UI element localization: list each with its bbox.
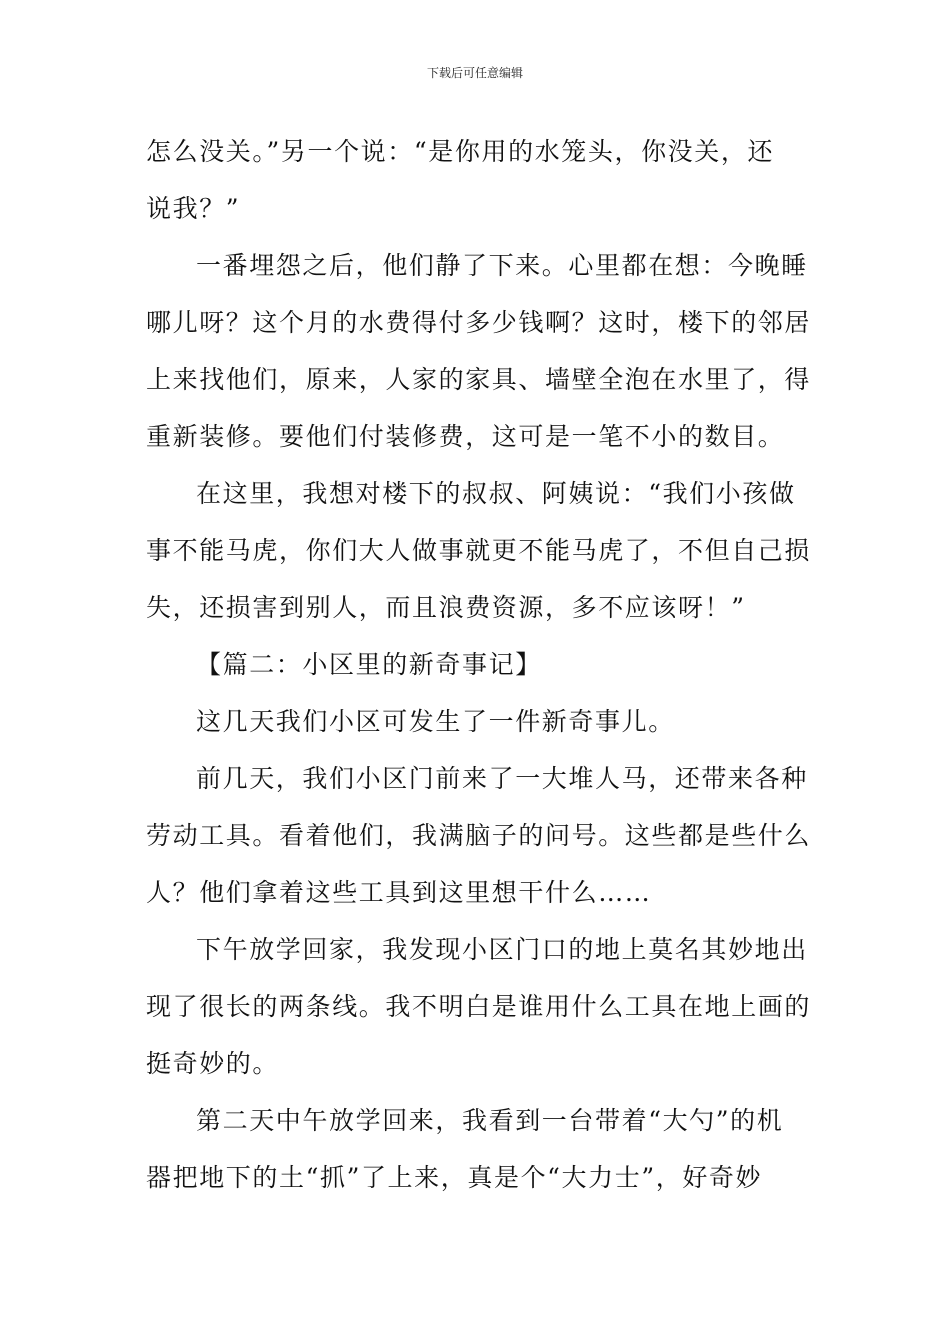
text-line: 人？他们拿着这些工具到这里想干什么…… — [146, 878, 652, 907]
text-line: 上来找他们，原来，人家的家具、墙壁全泡在水里了，得 — [146, 365, 812, 394]
text-line: 器把地下的土“抓”了上来，真是个“大力士”，好奇妙 — [146, 1163, 763, 1192]
page-header: 下载后可任意编辑 — [426, 66, 523, 80]
text-line: 现了很长的两条线。我不明白是谁用什么工具在地上画的 — [146, 992, 812, 1021]
text-line: 劳动工具。看着他们，我满脑子的问号。这些都是些什么 — [146, 821, 812, 850]
text-line: 哪儿呀？这个月的水费得付多少钱啊？这时，楼下的邻居 — [146, 308, 812, 337]
text-line: 第二天中午放学回来，我看到一台带着“大勺”的机 — [196, 1106, 784, 1135]
text-line: 失，还损害到别人，而且浪费资源，多不应该呀！” — [146, 593, 746, 622]
text-line: 在这里，我想对楼下的叔叔、阿姨说：“我们小孩做 — [196, 479, 796, 508]
text-line: 怎么没关。”另一个说：“是你用的水笼头，你没关，还 — [146, 137, 775, 166]
text-line: 前几天，我们小区门前来了一大堆人马，还带来各种 — [196, 764, 808, 793]
text-line: 挺奇妙的。 — [146, 1049, 280, 1078]
text-line: 重新装修。要他们付装修费，这可是一笔不小的数目。 — [146, 422, 785, 451]
text-line: 一番埋怨之后，他们静了下来。心里都在想：今晚睡 — [196, 251, 808, 280]
text-line: 说我？” — [146, 194, 241, 223]
text-line: 这几天我们小区可发生了一件新奇事儿。 — [196, 707, 675, 736]
text-line: 下午放学回家，我发现小区门口的地上莫名其妙地出 — [196, 935, 808, 964]
text-line: 事不能马虎，你们大人做事就更不能马虎了，不但自己损 — [146, 536, 812, 565]
section-heading: 【篇二：小区里的新奇事记】 — [196, 650, 542, 679]
